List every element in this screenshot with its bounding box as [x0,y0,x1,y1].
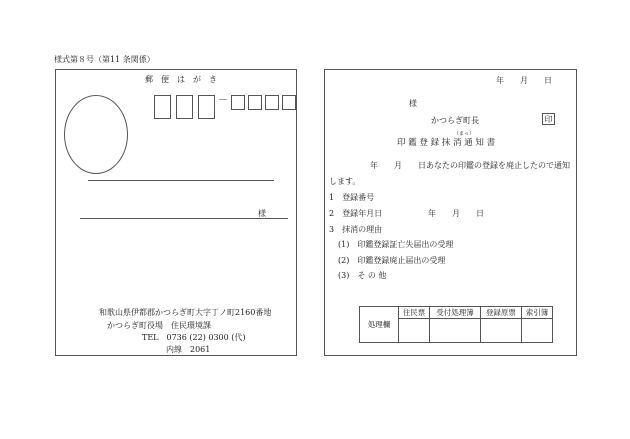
postal-code-box-small[interactable] [231,95,245,110]
item-cancellation-reason: 3 抹消の理由 [329,225,383,234]
sender-address: 和歌山県伊都郡かつらぎ町大字丁ノ町2160番地 [99,308,272,317]
notice-date: 年 月 日 [496,76,552,85]
reason-item: (3) そ の 他 [338,271,387,280]
postal-code-box[interactable] [198,95,215,119]
postcard-panel [55,69,297,356]
addressee-honorific: 様 [409,99,417,108]
item-registration-number: 1 登録番号 [329,193,375,202]
form-label: 様式第８号（第11 条関係） [54,55,155,64]
recipient-honorific: 様 [258,209,266,218]
notice-panel [324,69,577,356]
processing-header-registration-original: 登録原票 [480,307,521,319]
notice-body-line2: します。 [329,177,361,186]
item-registration-date: 2 登録年月日 [329,209,383,218]
processing-header-resident-card: 住民票 [399,307,430,319]
postal-code-separator: － [218,95,228,106]
recipient-line [80,218,288,219]
processing-table [359,306,553,343]
postcard-header: 郵 便 は が き [145,75,217,84]
processing-cell[interactable] [521,319,552,343]
official-seal: 印 [542,113,555,125]
processing-header-index: 索引簿 [521,307,552,319]
sender-extension: 内線 2061 [166,345,211,354]
processing-cell[interactable] [480,319,521,343]
notice-body-line1: 年 月 日あなたの印鑑の登録を廃止したので通知 [370,161,570,170]
processing-cell[interactable] [399,319,430,343]
stamp-oval [64,95,128,174]
postal-code-box-small[interactable] [248,95,262,110]
processing-cell[interactable] [430,319,481,343]
reason-item: (1) 印鑑登録証亡失届出の受理 [338,240,454,249]
notice-title: 印 鑑 登 録 抹 消 通 知 書 [397,138,496,148]
postal-code-box-small[interactable] [282,95,296,110]
issuer: かつらぎ町長 [431,116,479,125]
postal-code-box[interactable] [176,95,193,119]
sender-tel: TEL 0736 (22) 0300 (代) [142,333,246,342]
postal-code-box-small[interactable] [265,95,279,110]
title-ruby: （まっ） [454,131,475,137]
sender-office: かつらぎ町役場 住民環境課 [107,321,211,330]
processing-row-label: 処理欄 [360,307,399,343]
registration-date-value: 年 月 日 [428,209,484,218]
postal-code-box[interactable] [154,95,171,119]
address-line [88,180,274,181]
reason-item: (2) 印鑑登録廃止届出の受理 [338,256,446,265]
processing-header-receipt-log: 受付処理簿 [430,307,481,319]
